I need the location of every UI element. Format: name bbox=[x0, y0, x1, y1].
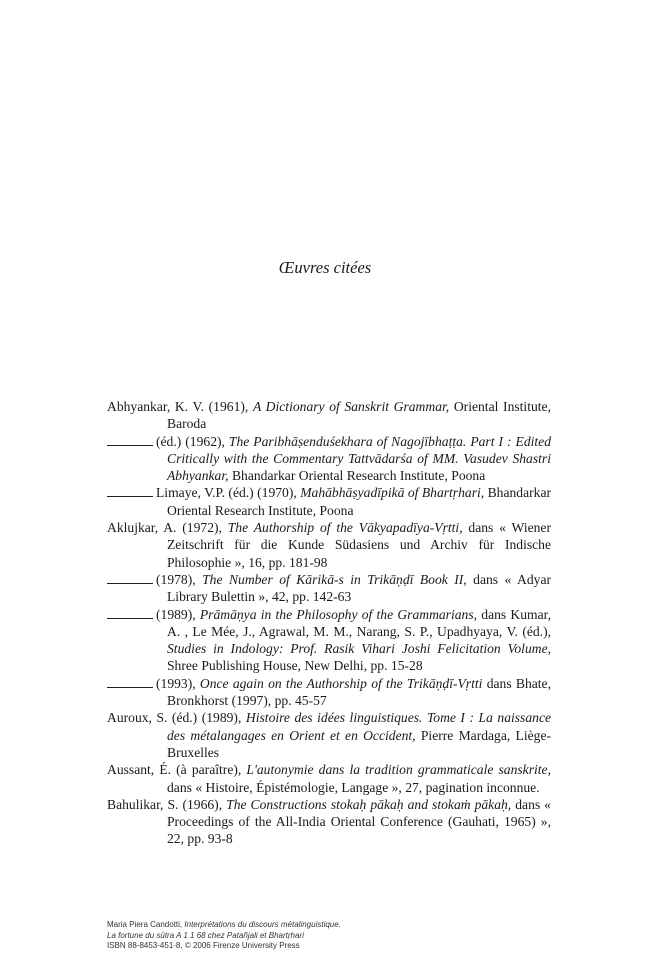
entry-title: L'autonymie dans la tradition grammaticale sanskrite, bbox=[246, 762, 551, 778]
page-title: Œuvres citées bbox=[278, 258, 372, 277]
ditto-rule bbox=[107, 435, 153, 446]
entry-title: Prāmāṇya in the Philosophy of the Grammarians, bbox=[199, 606, 478, 622]
ditto-rule bbox=[107, 677, 153, 688]
entry-publication: Bhandarkar Oriental Research Institute, Poona bbox=[167, 485, 552, 518]
footer-book-title: Interprétations du discours métalinguistique. bbox=[184, 920, 341, 929]
bib-entry bbox=[107, 606, 551, 675]
entry-publication: dans « Proceedings of the All-India Oriental Conference (Gauhati, 1965) », 22, pp. 93-8 bbox=[167, 796, 551, 847]
footer-isbn: ISBN 88-8453-451-8, © 2006 Firenze University Press bbox=[107, 941, 300, 950]
entry-author: (1978), bbox=[156, 571, 196, 587]
entry-author: Abhyankar, K. V. (1961), bbox=[107, 399, 249, 414]
bib-entry bbox=[107, 571, 551, 606]
bib-entry bbox=[107, 796, 551, 848]
bib-entry bbox=[107, 433, 551, 485]
entry-author: (1993), bbox=[156, 675, 196, 691]
bib-entry bbox=[107, 398, 551, 433]
ditto-rule bbox=[107, 573, 153, 584]
entry-publisher: Shree Publishing House, New Delhi, pp. 15-28 bbox=[167, 658, 423, 674]
entry-title: The Number of Kārikā-s in Trikāṇḍī Book II, bbox=[202, 571, 467, 587]
footer-author: Maria Piera Candotti, bbox=[107, 920, 183, 929]
entry-title: The Constructions stokaḥ pākaḥ and stokaṁ pākaḥ, bbox=[226, 796, 512, 812]
bib-entry bbox=[107, 484, 551, 519]
entry-publication: dans « Adyar Library Bulettin », 42, pp. 142-63 bbox=[167, 571, 552, 605]
entry-author: Bahulikar, S. (1966), bbox=[107, 796, 223, 812]
entry-author: Aklujkar, A. (1972), bbox=[107, 520, 222, 536]
entry-title: Once again on the Authorship of the Trikāṇḍī-Vṛtti bbox=[199, 675, 483, 691]
copyright-footer bbox=[107, 920, 341, 952]
entry-publication: Pierre Mardaga, Liège-Bruxelles bbox=[167, 727, 552, 760]
bib-entry bbox=[107, 675, 551, 710]
entry-publication: dans « Histoire, Épistémologie, Langage », 27, pagination inconnue. bbox=[167, 779, 540, 795]
entry-publication: Bhandarkar Oriental Research Institute, Poona bbox=[231, 468, 486, 484]
bib-entry bbox=[107, 519, 551, 571]
entry-title: Mahābhāṣyadīpikā of Bhartṛhari, bbox=[300, 485, 485, 501]
entry-title: A Dictionary of Sanskrit Grammar, bbox=[252, 399, 450, 414]
entry-title: The Paribhāṣenduśekhara of Nagojībhaṭṭa. Part I : Edited Critically with the Commentary Tattvādarśa of MM. Vasudev Shastri Abhyankar, bbox=[167, 433, 551, 484]
entry-publication: dans Bhate, Bronkhorst (1997), pp. 45-57 bbox=[167, 675, 551, 709]
entry-author: (éd.) (1962), bbox=[156, 433, 225, 449]
entry-author: Limaye, V.P. (éd.) (1970), bbox=[156, 485, 297, 501]
bibliography-list bbox=[107, 398, 551, 848]
entry-title: Histoire des idées linguistiques. Tome I : La naissance des métalangages en Orient et en Occident, bbox=[167, 710, 552, 743]
entry-author: Auroux, S. (éd.) (1989), bbox=[107, 710, 242, 726]
entry-volume-title: Studies in Indology: Prof. Rasik Vihari Joshi Felicitation Volume, bbox=[167, 641, 551, 657]
ditto-rule bbox=[107, 608, 153, 619]
bib-entry bbox=[107, 761, 551, 796]
entry-publication: dans Kumar, A. , Le Mée, J., Agrawal, M. M., Narang, S. P., Upadhyaya, V. (éd.), bbox=[167, 606, 552, 639]
ditto-rule bbox=[107, 486, 153, 497]
entry-publication: Oriental Institute, Baroda bbox=[167, 399, 551, 432]
footer-subtitle: La fortune du sūtra A 1 1 68 chez Patañjali et Bhartṛhari bbox=[107, 930, 304, 940]
entry-title: The Authorship of the Vākyapadīya-Vṛtti, bbox=[227, 520, 463, 536]
entry-author: Aussant, É. (à paraître), bbox=[107, 762, 242, 778]
footer-line-1 bbox=[107, 920, 341, 931]
entry-publication: dans « Wiener Zeitschrift für die Kunde Südasiens und Archiv für Indische Philosophie », 16, pp. 181-98 bbox=[167, 520, 551, 570]
entry-author: (1989), bbox=[156, 606, 196, 622]
bib-entry bbox=[107, 709, 551, 761]
